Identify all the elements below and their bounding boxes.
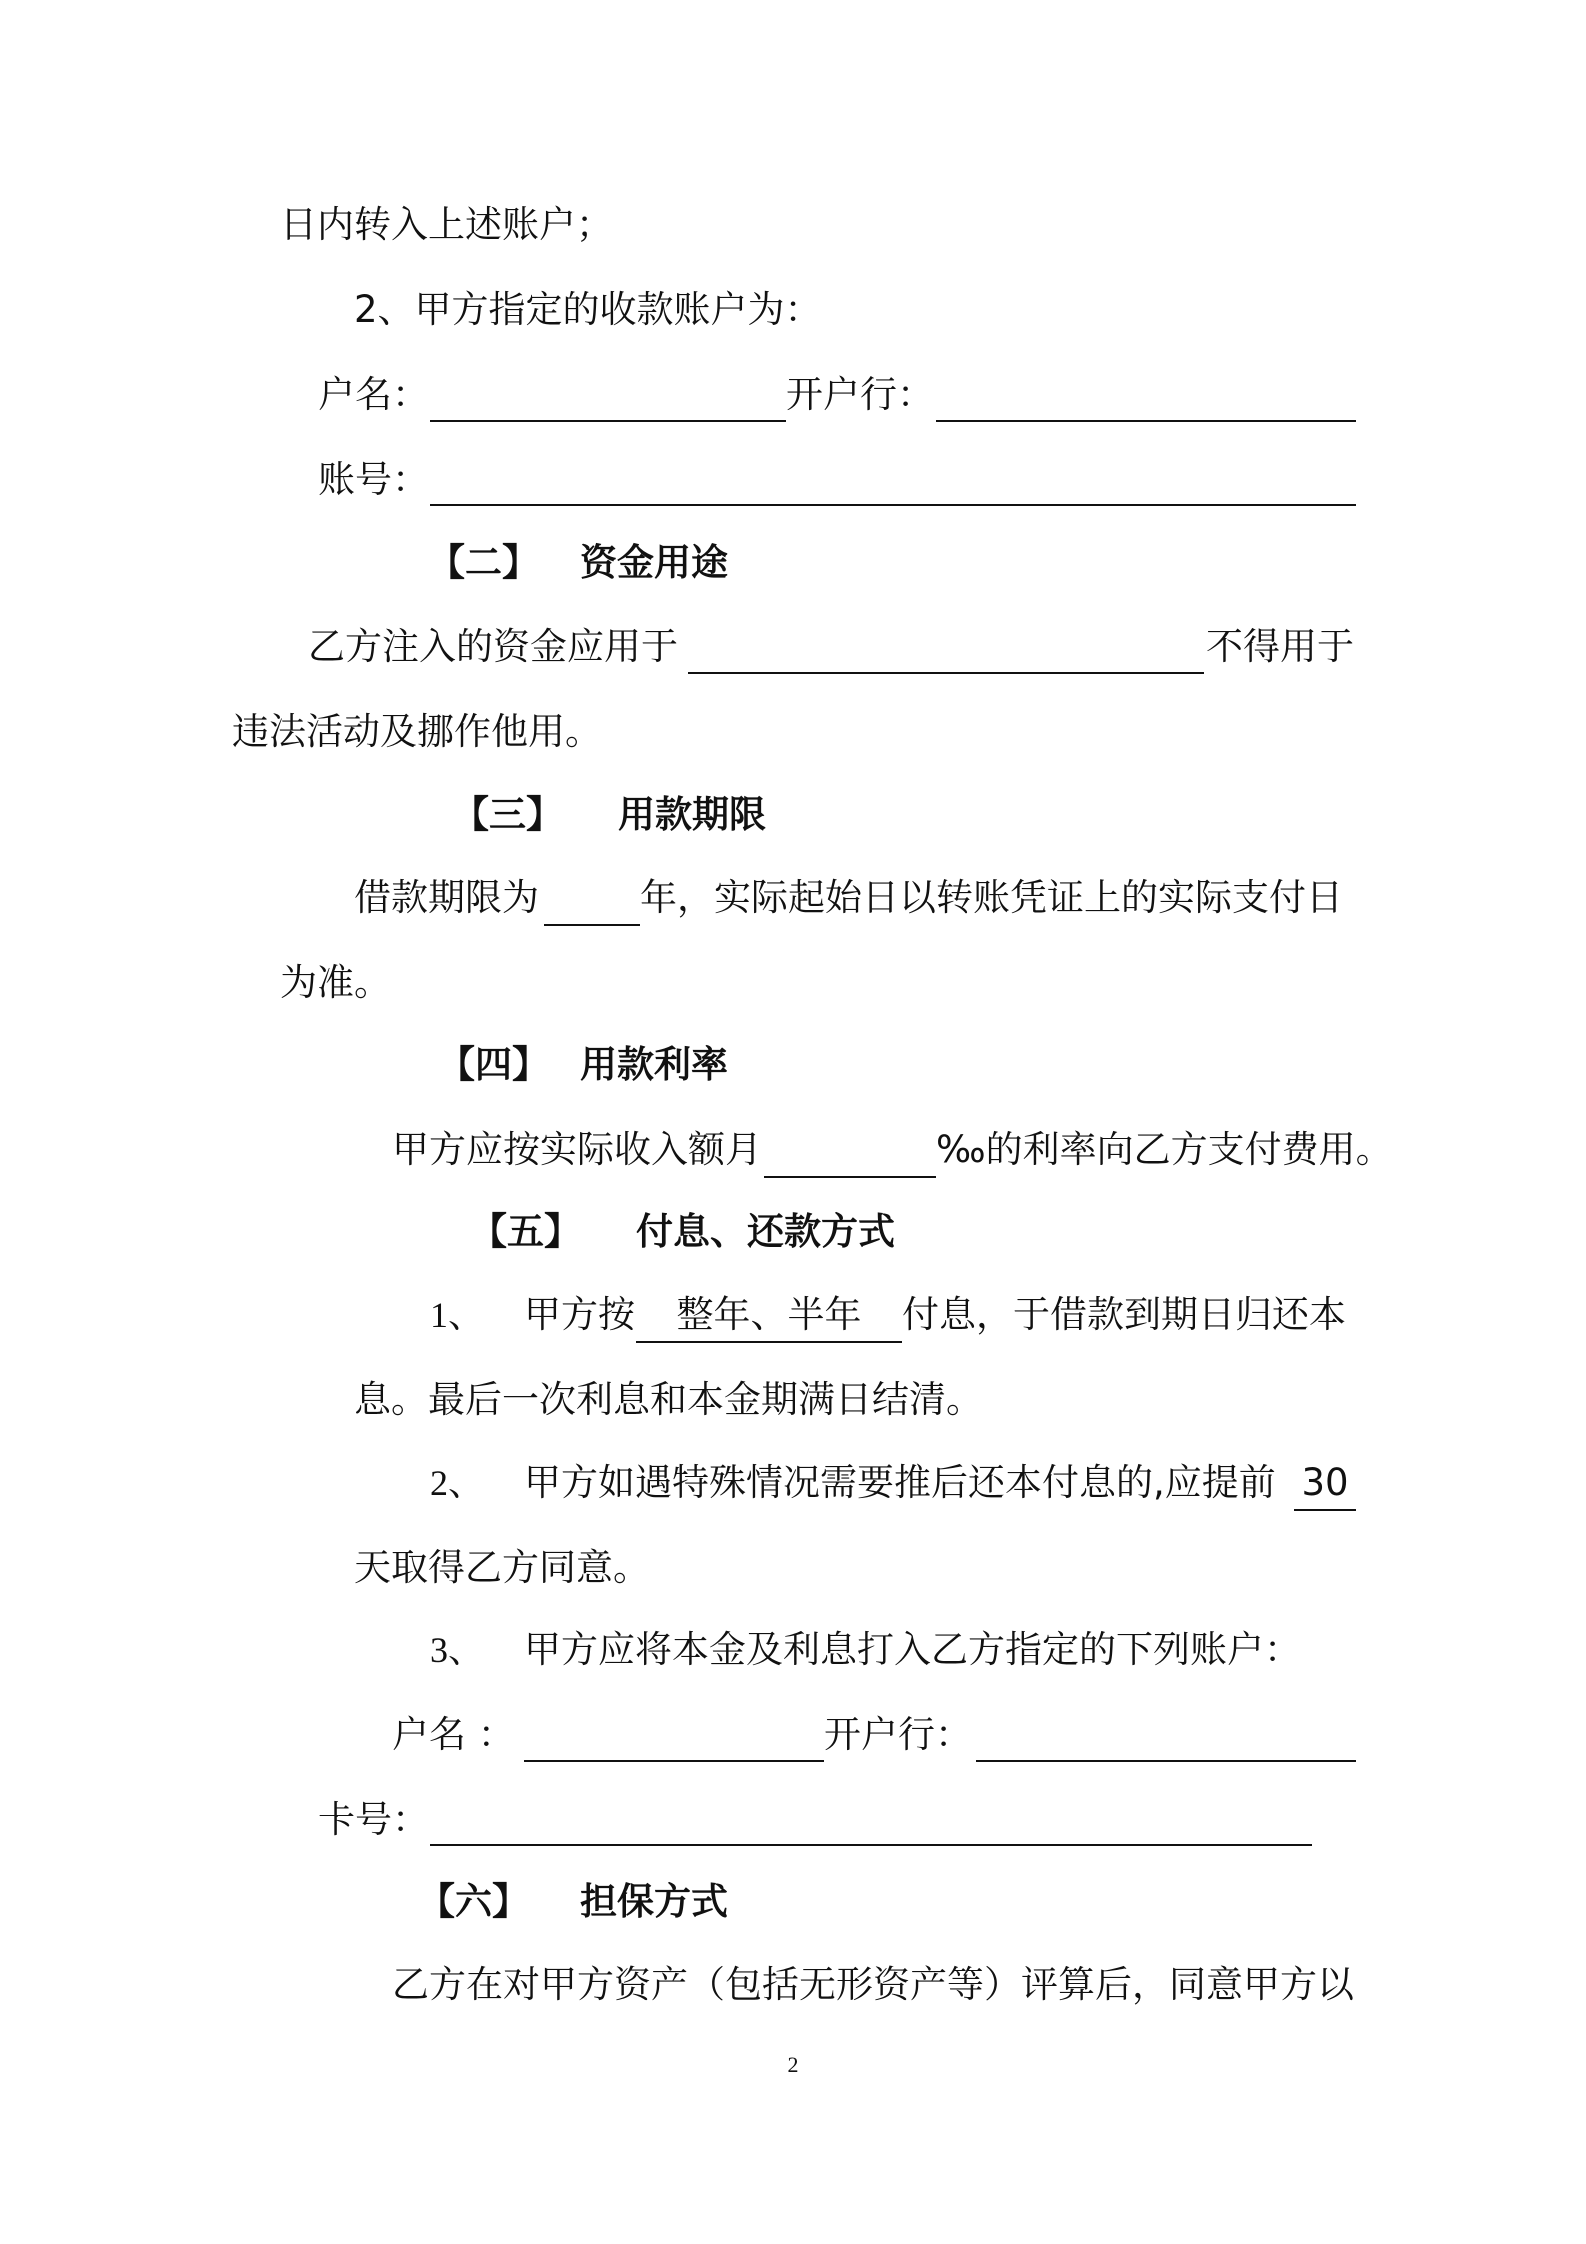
text-line-5a: 乙方注入的资金应用于 — [308, 625, 678, 668]
rate-blank — [764, 1176, 936, 1178]
item-2-number: 2、 — [430, 1463, 485, 1503]
text-line-8: 为准。 — [280, 961, 391, 1004]
section-6-title: 担保方式 — [580, 1880, 728, 1923]
bank-label: 开户行： — [786, 373, 934, 416]
text-line-10b: 付息，于借款到期日归还本 — [902, 1293, 1346, 1336]
notice-days-underline — [1294, 1509, 1356, 1511]
section-2-marker: 【二】 — [428, 541, 539, 584]
text-line-12a: 甲方如遇特殊情况需要推后还本付息的,应提前 — [524, 1461, 1276, 1504]
page-number: 2 — [787, 2052, 799, 2077]
account-number-label: 账号： — [318, 458, 429, 501]
item-1-number: 1、 — [430, 1295, 485, 1335]
text-line-10a: 甲方按 — [524, 1293, 635, 1336]
card-bank-blank — [976, 1760, 1356, 1762]
text-line-9b: ‰的利率向乙方支付费用。 — [936, 1128, 1393, 1171]
text-line-1: 日内转入上述账户； — [280, 203, 613, 246]
text-line-6: 违法活动及挪作他用。 — [232, 710, 602, 753]
text-line-17: 乙方在对甲方资产（包括无形资产等）评算后，同意甲方以 — [392, 1963, 1354, 2006]
card-name-label: 户名 ： — [392, 1713, 515, 1756]
section-3-marker: 【三】 — [452, 793, 563, 836]
text-line-11: 息。最后一次利息和本金期满日结清。 — [354, 1378, 983, 1421]
payment-period-value: 整年、半年 — [676, 1293, 862, 1336]
text-line-7b: 年，实际起始日以转账凭证上的实际支付日 — [640, 876, 1343, 919]
text-line-7a: 借款期限为 — [354, 876, 539, 919]
section-5-marker: 【五】 — [470, 1210, 581, 1253]
account-name-label: 户名： — [318, 373, 429, 416]
section-3-title: 用款期限 — [618, 793, 766, 836]
purpose-blank — [688, 672, 1204, 674]
text-line-2: 2、甲方指定的收款账户为： — [354, 288, 822, 331]
section-4-title: 用款利率 — [580, 1043, 728, 1086]
card-number-label: 卡号： — [318, 1798, 429, 1841]
card-bank-label: 开户行： — [824, 1713, 972, 1756]
section-5-title: 付息、还款方式 — [636, 1210, 895, 1253]
text-line-13: 天取得乙方同意。 — [354, 1546, 650, 1589]
card-name-blank — [524, 1760, 824, 1762]
section-2-title: 资金用途 — [580, 541, 728, 584]
bank-blank — [936, 420, 1356, 422]
item-3-number: 3、 — [430, 1630, 485, 1670]
text-line-14a: 甲方应将本金及利息打入乙方指定的下列账户： — [524, 1628, 1301, 1671]
text-line-5b: 不得用于 — [1206, 625, 1354, 668]
account-name-blank — [430, 420, 786, 422]
text-line-9a: 甲方应按实际收入额月 — [392, 1128, 762, 1171]
term-years-blank — [544, 924, 640, 926]
account-number-blank — [430, 504, 1356, 506]
section-6-marker: 【六】 — [418, 1880, 529, 1923]
notice-days-value: 30 — [1301, 1461, 1349, 1504]
card-number-blank — [430, 1844, 1312, 1846]
payment-period-underline — [636, 1341, 902, 1343]
section-4-marker: 【四】 — [438, 1043, 549, 1086]
